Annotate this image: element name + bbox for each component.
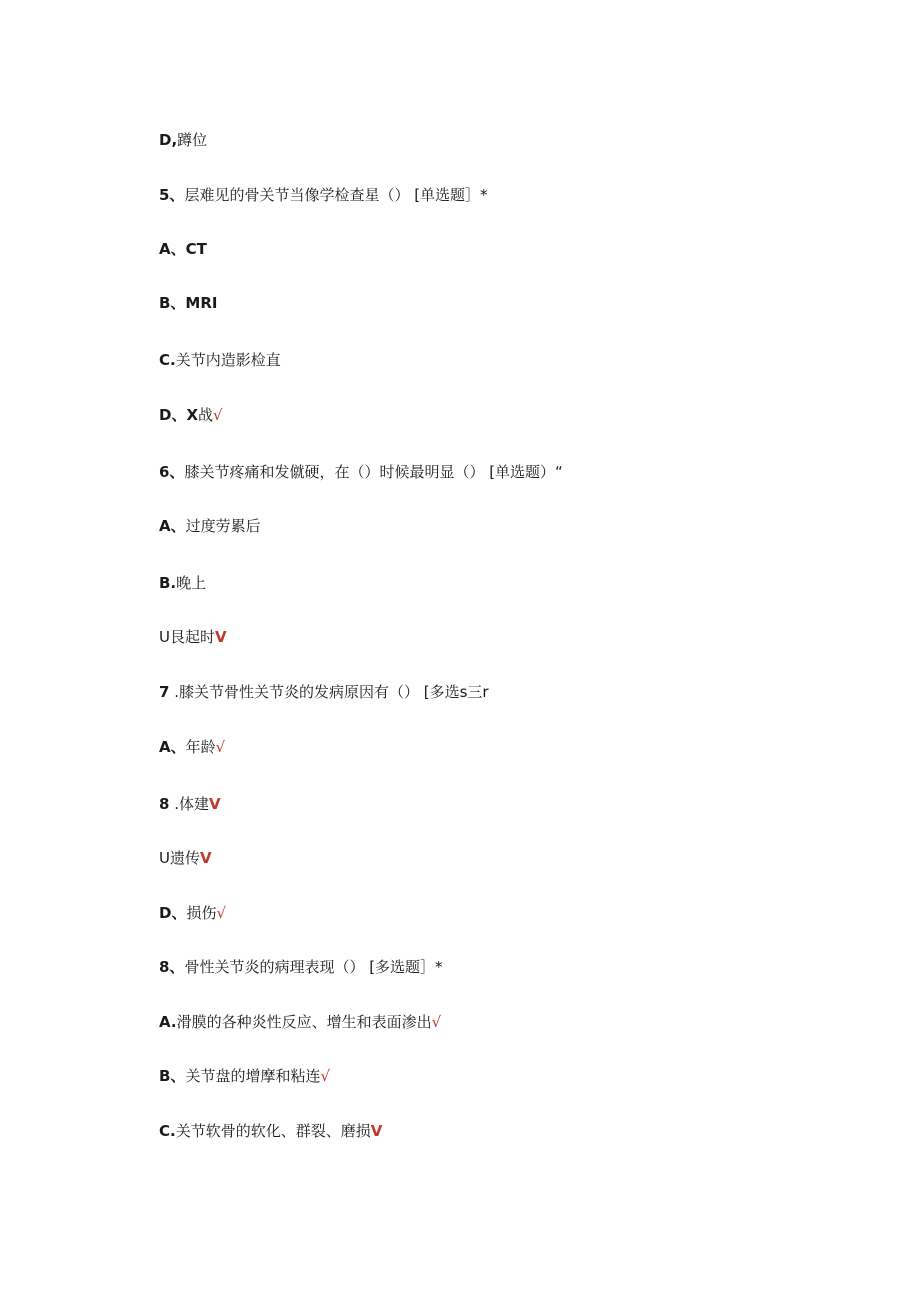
option-line bbox=[159, 848, 212, 868]
question-text: .膝关节骨性关节炎的发病原因有（） [多选s三r bbox=[169, 683, 489, 701]
option-text: 损伤 bbox=[186, 904, 217, 922]
option-text: 滑膜的各种炎性反应、增生和表面渗出 bbox=[176, 1013, 432, 1031]
question-text: 膝关节疼痛和发僦硬，在（）时候最明显（） [单选题）“ bbox=[184, 463, 563, 481]
option-prefix: D、X bbox=[159, 406, 199, 424]
option-prefix: 8 bbox=[159, 795, 170, 813]
option-text: 关节盘的增摩和粘连 bbox=[185, 1067, 321, 1085]
option-prefix: A、 bbox=[159, 738, 186, 756]
option-prefix: A、 bbox=[159, 517, 186, 535]
question-line bbox=[159, 682, 489, 702]
option-text: .体建 bbox=[169, 795, 209, 813]
option-prefix: B、MRI bbox=[159, 294, 218, 312]
question-number: 8、 bbox=[159, 958, 185, 976]
question-line bbox=[159, 957, 443, 977]
option-text: 关节软骨的软化、群裂、磨损 bbox=[175, 1122, 371, 1140]
option-prefix: A. bbox=[159, 1013, 177, 1031]
answer-mark: V bbox=[199, 849, 212, 867]
answer-mark: V bbox=[370, 1122, 383, 1140]
option-line bbox=[159, 903, 226, 923]
option-prefix: D、 bbox=[159, 904, 187, 922]
option-line bbox=[159, 1012, 441, 1032]
option-line bbox=[159, 516, 261, 536]
option-text: 晚上 bbox=[176, 574, 207, 592]
question-text: 骨性关节炎的病理表现（） [多选题］* bbox=[184, 958, 443, 976]
option-text: 战 bbox=[198, 406, 214, 424]
option-prefix: B、 bbox=[159, 1067, 186, 1085]
answer-mark: √ bbox=[320, 1067, 331, 1085]
option-text: 关节内造影检直 bbox=[175, 351, 281, 369]
question-number: 5、 bbox=[159, 186, 185, 204]
question-line bbox=[159, 462, 563, 482]
answer-mark: V bbox=[208, 795, 221, 813]
option-prefix: B. bbox=[159, 574, 177, 592]
question-number: 6、 bbox=[159, 463, 185, 481]
option-line bbox=[159, 293, 218, 313]
question-line bbox=[159, 185, 488, 205]
option-line bbox=[159, 239, 207, 259]
question-text: 层难见的骨关节当像学检查星（） [单选题］* bbox=[184, 186, 488, 204]
option-line bbox=[159, 737, 225, 757]
option-line bbox=[159, 794, 221, 814]
option-text: U遗传 bbox=[159, 849, 200, 867]
answer-mark: √ bbox=[215, 738, 226, 756]
option-text: 过度劳累后 bbox=[185, 517, 261, 535]
option-prefix: A、CT bbox=[159, 240, 207, 258]
option-line bbox=[159, 627, 227, 647]
option-prefix: D, bbox=[159, 131, 178, 149]
option-text: 蹲位 bbox=[177, 131, 208, 149]
option-line bbox=[159, 405, 223, 425]
option-prefix: C. bbox=[159, 351, 176, 369]
question-number: 7 bbox=[159, 683, 170, 701]
option-prefix: C. bbox=[159, 1122, 176, 1140]
option-text: 年龄 bbox=[185, 738, 216, 756]
option-line bbox=[159, 573, 206, 593]
option-text: U艮起时 bbox=[159, 628, 215, 646]
option-line bbox=[159, 130, 207, 150]
option-line bbox=[159, 350, 281, 370]
option-line bbox=[159, 1121, 382, 1141]
answer-mark: √ bbox=[213, 406, 223, 424]
option-line bbox=[159, 1066, 330, 1086]
answer-mark: V bbox=[214, 628, 227, 646]
answer-mark: √ bbox=[216, 904, 227, 922]
answer-mark: √ bbox=[431, 1013, 442, 1031]
